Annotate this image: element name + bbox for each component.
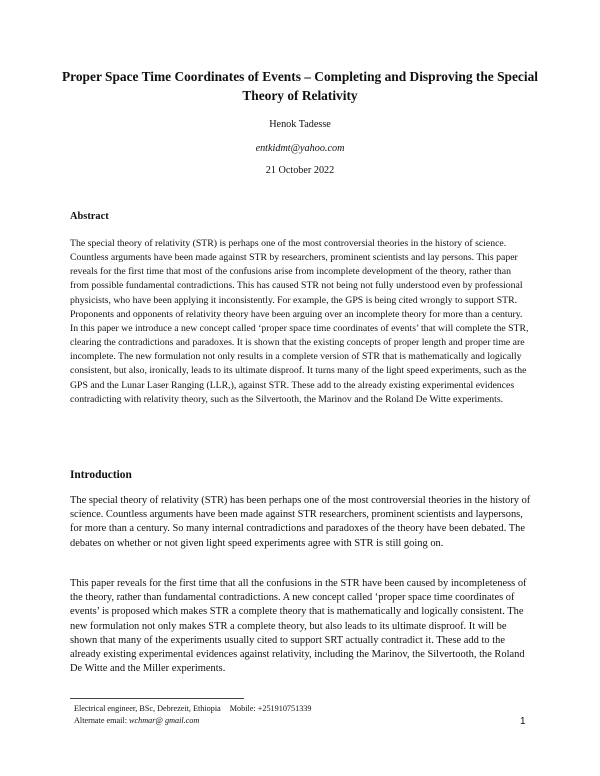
footnote-line-1: [74, 703, 311, 715]
footnote: [74, 703, 311, 727]
introduction-heading: Introduction: [70, 469, 132, 481]
footnote-mobile: Mobile: +251910751339: [229, 704, 312, 713]
footnote-divider: [70, 698, 244, 699]
introduction-paragraph-1: The special theory of relativity (STR) has been perhaps one of the most controversial theories in the history of science. Countless arguments have been made against STR researchers, prominent scientists and laypersons, for more than a century. So many internal contradictions and paradoxes of the theory have been debated. The debates on whether or not given light speed experiments agree with STR is still going on.: [70, 495, 531, 549]
paper-title: Proper Space Time Coordinates of Events – Completing and Disproving the Special Theory of Relativity: [61, 69, 538, 103]
footnote-alternate-email[interactable]: wchmar@ gmail.com: [129, 716, 200, 725]
abstract-text: The special theory of relativity (STR) is perhaps one of the most controversial theories in the history of science. Countless arguments have been made against STR by researchers, prominent scientists and lay persons. This paper reveals for the first time that most of the confusions arise from incomplete development of the theory, rather than from possible fundamental contradictions. This has caused STR not being not fully understood even by professional physicists, who have been applying it inconsistently. For example, the GPS is being cited wrongly to support STR. Proponents and opponents of relativity theory have been arguing over an incomplete theory for more than a century. In this paper we introduce a new concept called ‘proper space time coordinates of events’ that will complete the STR, clearing the contradictions and paradoxes. It is shown that the existing concepts of proper length and proper time are incomplete. The new formulation not only results in a complete version of STR that is mathematically and logically consistent, but also, ironically, leads to its ultimate disproof. It turns many of the light speed experiments, such as the GPS and the Lunar Laser Ranging (LLR,), against STR. These add to the already existing experimental evidences contradicting with relativity theory, such as the Silvertooth, the Marinov and the Roland De Witte experiments.: [70, 238, 529, 405]
publication-date: 21 October 2022: [265, 165, 335, 176]
page-number: 1: [520, 716, 526, 727]
author-name: Henok Tadesse: [269, 119, 331, 130]
footnote-affiliation: Electrical engineer, BSc, Debrezeit, Ethiopia: [74, 704, 221, 713]
footnote-line-2: [74, 715, 311, 727]
author-email[interactable]: entkidmt@yahoo.com: [255, 143, 345, 154]
introduction-paragraph-2: This paper reveals for the first time that all the confusions in the STR have been caused by incompleteness of the theory, rather than fundamental contradictions. A new concept called ‘proper space time coordinates of events’ is proposed which makes STR a complete theory that is mathematically and logically consistent. The new formulation not only makes STR a complete theory, but also leads to its ultimate disproof. It will be shown that many of the experiments usually cited to support SRT actually contradict it. These add to the already existing experimental evidences against relativity, including the Marinov, the Silvertooth, the Roland De Witte and the Miller experiments.: [70, 578, 527, 675]
abstract-heading: Abstract: [70, 211, 109, 222]
footnote-alternate-label: Alternate email:: [74, 716, 130, 725]
